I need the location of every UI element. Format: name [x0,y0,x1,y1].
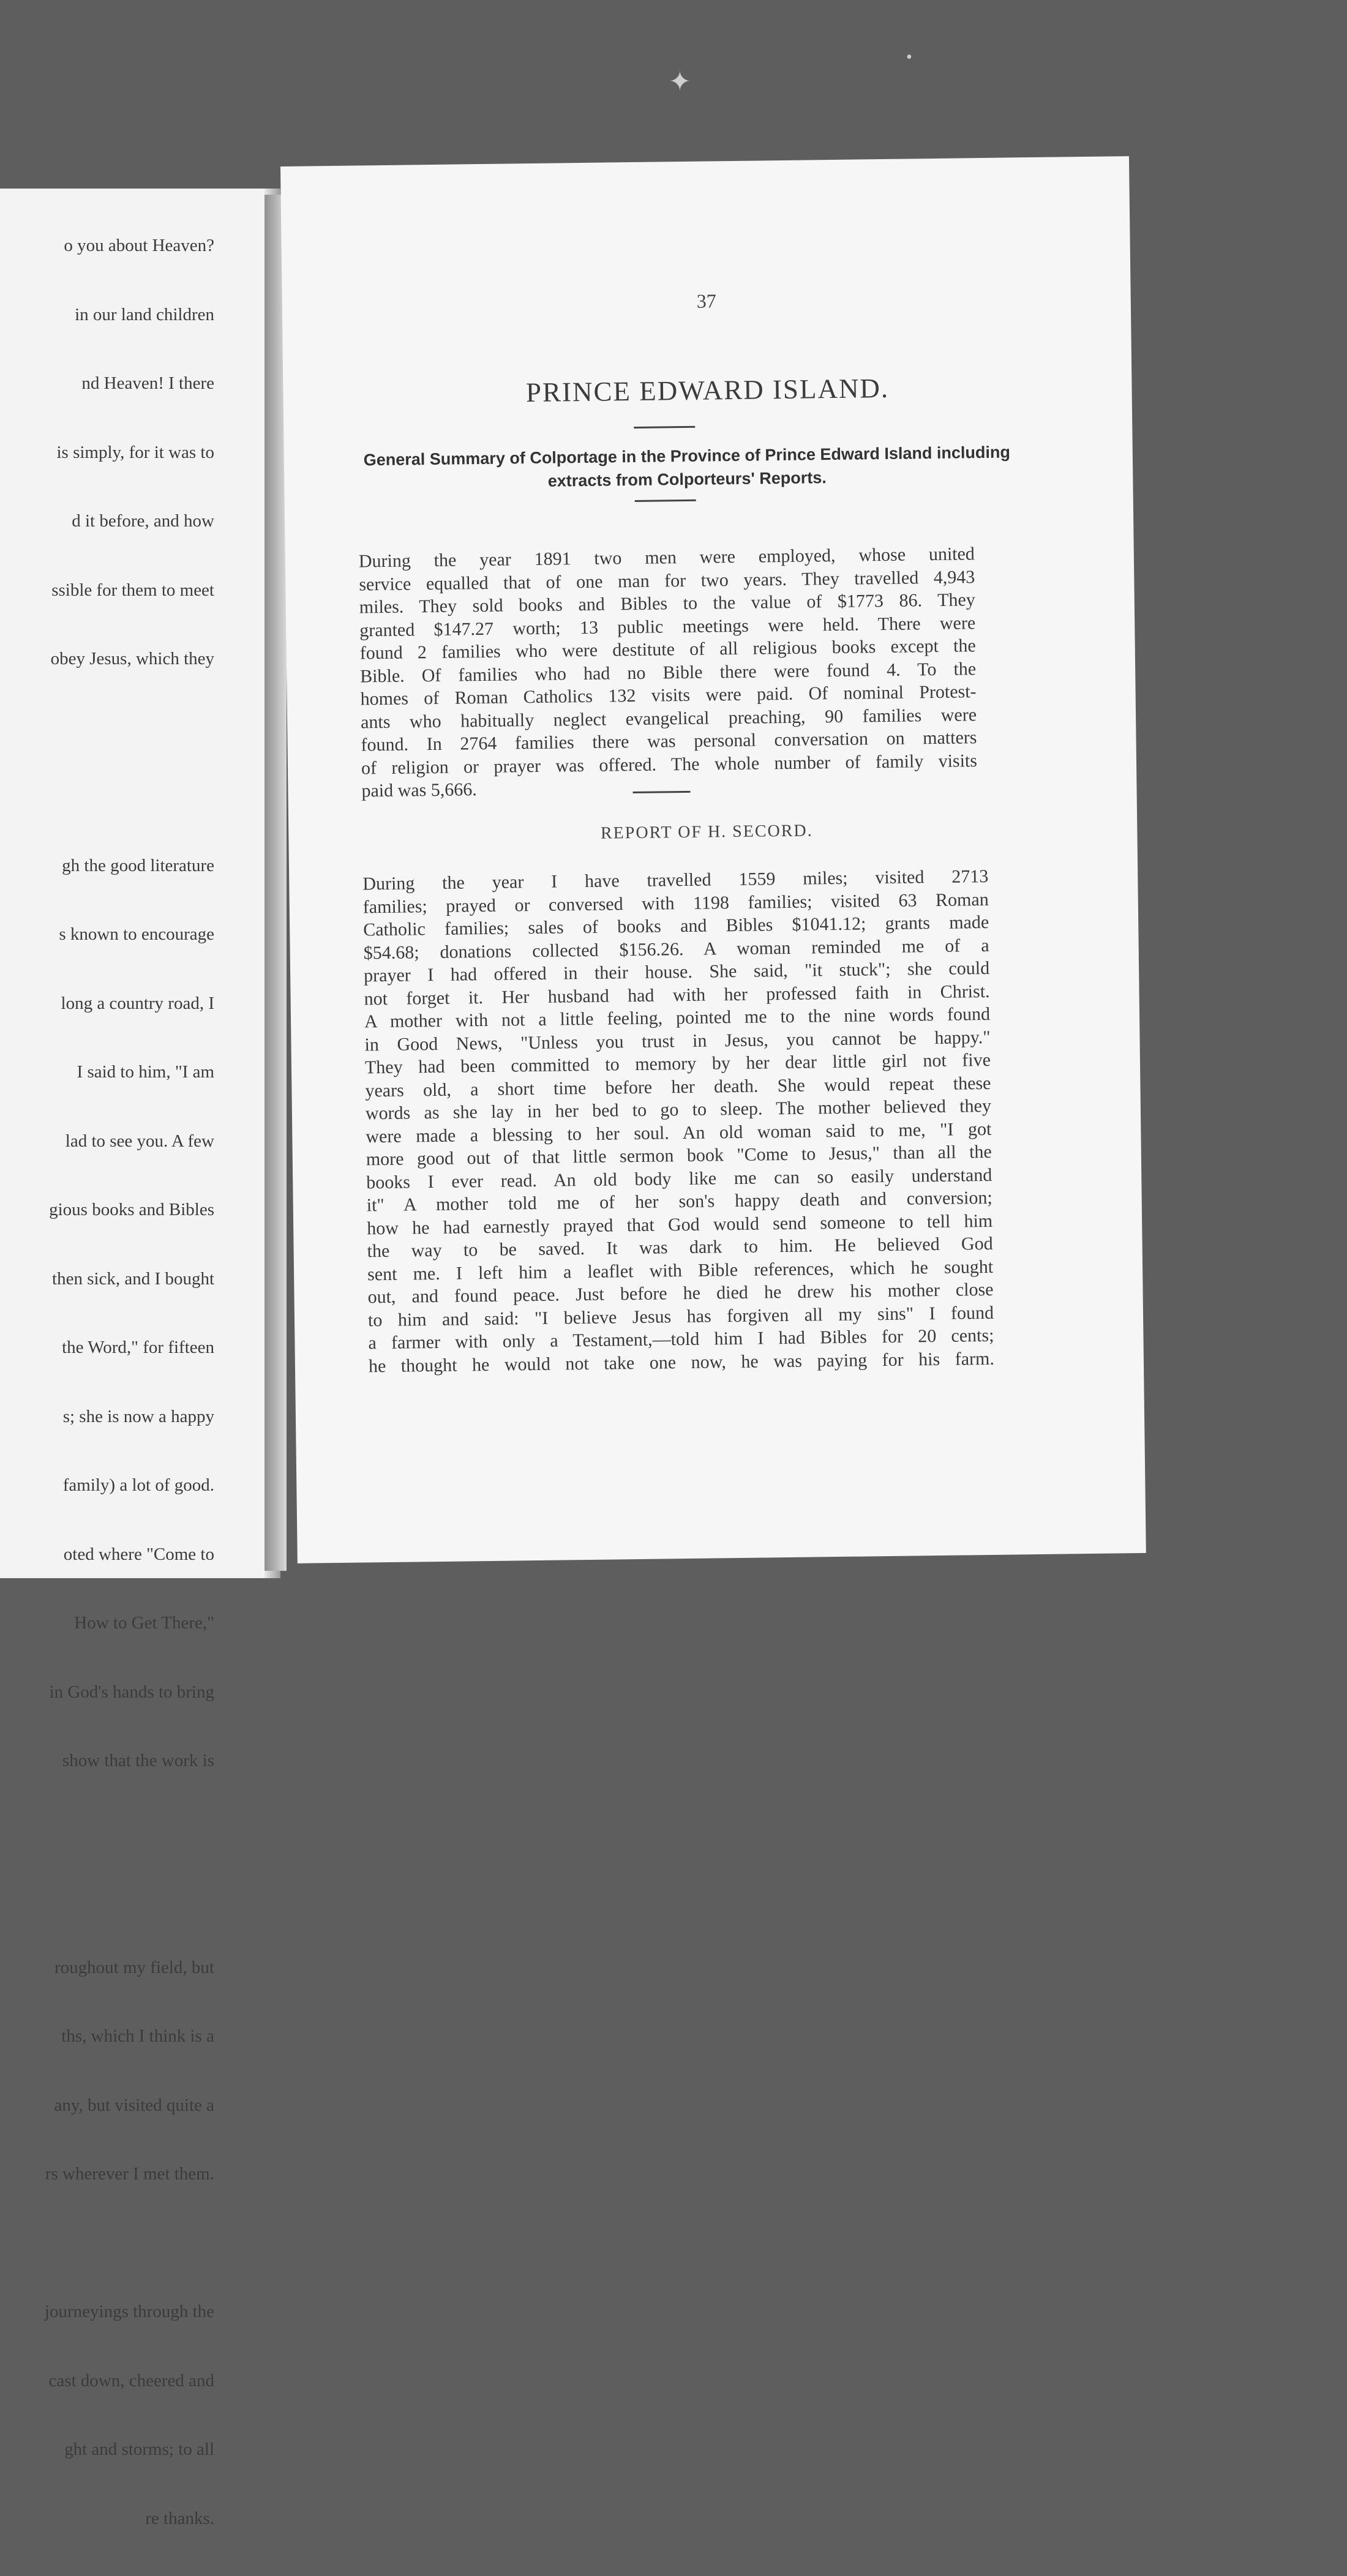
left-line: s known to encourage [59,924,214,944]
section-subtitle: General Summary of Colportage in the Province of Prince Edward Island including extracts from Colporteurs' Reports. [363,443,1011,490]
summary-paragraph [359,542,978,803]
left-line: is simply, for it was to [56,442,214,462]
summary-line: found. In 2764 families there was personal conversation on matters [361,727,977,755]
left-line: d it before, and how [72,511,214,531]
summary-line: granted $147.27 worth; 13 public meetings were held. There were [359,612,976,640]
left-line: any, but visited quite a [54,2095,214,2115]
summary-line: found 2 families who were destitute of all religious books except the [359,635,976,664]
left-line: cast down, cheered and [48,2370,214,2391]
left-line: journeyings through the [44,2302,214,2321]
left-line: ths, which I think is a [61,2026,214,2046]
report-line: families; prayed or conversed with 1198 families; visited 63 Roman [362,889,989,917]
left-line: ght and storms; to all [64,2439,214,2459]
summary-line: During the year 1891 two men were employed, whose united [358,544,975,572]
left-line: oted where "Come to [63,1544,214,1564]
left-line: rs wherever I met them. [45,2164,214,2184]
right-page [280,156,1146,1563]
report-line: A mother with not a little feeling, pointed me to the nine words found [364,1003,991,1032]
left-line: long a country road, I [61,993,214,1013]
report-line: prayer I had offered in their house. She said, "it stuck"; she could [363,957,990,986]
report-line: They had been committed to memory by her dear little girl not five [364,1049,991,1078]
left-line: lad to see you. A few [65,1131,214,1151]
report-line: sent me. I left him a leaflet with Bible references, which he sought [367,1256,994,1284]
left-line: I said to him, "I am [77,1062,214,1082]
left-line: in our land children [75,304,214,324]
left-line: obey Jesus, which they [50,649,214,668]
report-line: Catholic families; sales of books and Bibles $1041.12; grants made [363,912,989,940]
report-line: a farmer with only a Testament,—told him I had Bibles for 20 cents; [368,1325,994,1354]
report-line: not forget it. Her husband had with her professed faith in Christ. [364,981,990,1009]
left-line [45,1819,214,1842]
summary-line: paid was 5,666. [361,779,477,801]
summary-line: miles. They sold books and Bibles to the value of $1773 86. They [359,590,975,618]
summary-line: service equalled that of one man for two years. They travelled 4,943 [359,566,975,594]
report-line: how he had earnestly prayed that God would send someone to tell him [366,1210,993,1238]
report-line: he thought he would not take one now, he was paying for his farm. [368,1348,995,1376]
left-line: How to Get There," [74,1613,214,1633]
report-line: to him and said: "I believe Jesus has forgiven all my sins" I found [367,1302,994,1330]
report-line: in Good News, "Unless you trust in Jesus, you cannot be happy." [364,1027,991,1055]
summary-line: of religion or prayer was offered. The whole number of family visits [361,750,978,778]
report-line: words as she lay in her bed to go to sleep. The mother believed they [365,1095,992,1124]
report-line: years old, a short time before her death. She would repeat these [365,1073,991,1101]
left-line: the Word," for fifteen [62,1338,214,1357]
page-number: 37 [696,290,716,312]
left-line: nd Heaven! I there [81,373,214,393]
left-line: show that the work is [62,1751,214,1770]
report-line: $54.68; donations collected $156.26. A woman reminded me of a [363,935,989,963]
report-line: During the year I have travelled 1559 miles; visited 2713 [362,866,989,894]
report-line: the way to be saved. It was dark to him. He believed God [367,1233,993,1262]
summary-line: ants who habitually neglect evangelical preaching, 90 families were [360,704,977,732]
report-paragraph [362,865,994,1377]
left-line: family) a lot of good. [62,1475,214,1495]
report-line: books I ever read. An old body like me can so easily understand [366,1164,992,1193]
title-rule [634,426,695,429]
left-line [45,717,214,740]
report-line: were made a blessing to her soul. An old woman said to me, "I got [366,1118,992,1147]
left-line: gious books and Bibles [49,1200,214,1219]
report-heading: REPORT OF H. SECORD. [600,821,813,843]
left-page [0,189,280,2528]
left-line: gh the good literature [62,855,214,875]
left-line: o you about Heaven? [64,236,214,255]
summary-line: Bible. Of families who had no Bible there were found 4. To the [359,658,977,686]
report-line: more good out of that little sermon book "Come to Jesus," than all the [366,1141,992,1170]
left-line: in God's hands to bring [49,1682,214,1702]
left-line: ssible for them to meet [51,580,214,600]
left-line [45,1887,214,1911]
dust-speck: • [906,48,912,67]
left-line: roughout my field, but [54,1957,214,1977]
left-page-text [45,189,214,2576]
left-line [45,785,214,809]
report-line: it" A mother told me of her son's happy death and conversion; [366,1187,992,1216]
left-line: s; she is now a happy [62,1406,214,1426]
left-line [45,2232,214,2255]
summary-line: homes of Roman Catholics 132 visits were paid. Of nominal Protest- [360,681,977,710]
left-line: then sick, and I bought [52,1268,214,1289]
report-line: out, and found peace. Just before he died he drew his mother close [367,1279,994,1308]
subtitle-rule [635,500,696,502]
left-line: re thanks. [145,2508,214,2528]
dust-speck: ✦ [669,67,691,97]
page-title: PRINCE EDWARD ISLAND. [525,372,890,408]
